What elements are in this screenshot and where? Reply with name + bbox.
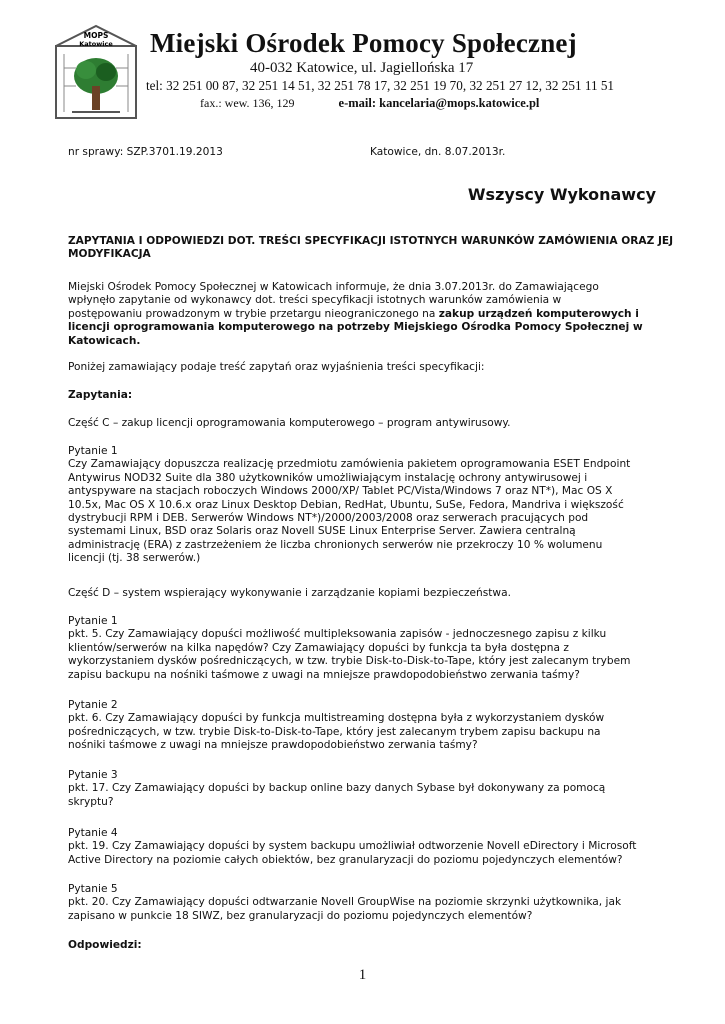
question-line: nośniki taśmowe z uwagi na mniejsze prawdopodobieństwo zerwania taśmy? xyxy=(68,739,478,752)
questions-heading: Zapytania: xyxy=(68,389,133,401)
question-line: pkt. 19. Czy Zamawiający dopuści by system backupu umożliwiał odtworzenie Novell eDirectory i Microsoft xyxy=(68,840,637,853)
part-d-question-1 xyxy=(68,615,656,682)
part-d-question-2 xyxy=(68,699,656,753)
logo-text-katowice: Katowice xyxy=(79,40,113,48)
subject-heading xyxy=(68,235,674,262)
question-line: wykorzystaniem dysków pośredniczących, w tzw. trybie Disk-to-Disk-to-Tape, który jest zalecanym trybem xyxy=(68,655,631,668)
fax-text: fax.: wew. 136, 129 xyxy=(200,96,295,110)
question-line: administrację (ERA) z zastrzeżeniem że liczba chronionych serwerów nie przekroczy 10 % wolumenu xyxy=(68,538,603,551)
question-line: Antywirus NOD32 Suite dla 380 użytkowników umożliwiającym instalację ochrony antywirusowej i xyxy=(68,471,588,484)
part-c-question-1 xyxy=(68,445,656,566)
part-d-question-4 xyxy=(68,827,656,867)
email-text: e-mail: kancelaria@mops.katowice.pl xyxy=(338,96,540,110)
intro-line-bold: zakup urządzeń komputerowych i xyxy=(438,307,639,320)
intro-line xyxy=(68,308,656,321)
question-line: pośredniczących, w tzw. trybie Disk-to-Disk-to-Tape, który jest zalecanym trybem zapisu backupu na xyxy=(68,725,601,738)
question-line: licencji (tj. 38 serwerów.) xyxy=(68,552,201,565)
question-title: Pytanie 2 xyxy=(68,699,118,711)
subject-line: ZAPYTANIA I ODPOWIEDZI DOT. TREŚCI SPECYFIKACJI ISTOTNYCH WARUNKÓW ZAMÓWIENIA ORAZ JEJ xyxy=(68,235,674,247)
answers-heading: Odpowiedzi: xyxy=(68,939,142,951)
intro-line: Katowicach. xyxy=(68,334,141,347)
question-title: Pytanie 4 xyxy=(68,827,118,839)
intro-paragraph xyxy=(68,281,656,348)
lead-paragraph: Poniżej zamawiający podaje treść zapytań oraz wyjaśnienia treści specyfikacji: xyxy=(68,361,485,373)
question-line: pkt. 6. Czy Zamawiający dopuści by funkcja multistreaming dostępna była z wykorzystaniem dysków xyxy=(68,712,605,725)
question-line: pkt. 5. Czy Zamawiający dopuści możliwość multipleksowania zapisów - jednoczesnego zapisu z kilku xyxy=(68,628,607,641)
question-title: Pytanie 1 xyxy=(68,615,118,627)
intro-line: Miejski Ośrodek Pomocy Społecznej w Katowicach informuje, że dnia 3.07.2013r. do Zamawiającego xyxy=(68,281,599,293)
part-c-heading: Część C – zakup licencji oprogramowania komputerowego – program antywirusowy. xyxy=(68,417,511,429)
part-d-question-3 xyxy=(68,769,656,809)
logo-text-mops: MOPS xyxy=(83,31,109,40)
question-line: systemami Linux, BSD oraz Solaris oraz Novell SUSE Linux Enterprise Server. Zawiera centralną xyxy=(68,525,576,538)
question-line: zapisano w punkcie 18 SIWZ, bez granularyzacji do poziomu pojedynczych elementów? xyxy=(68,909,533,922)
subject-line: MODYFIKACJA xyxy=(68,248,151,261)
question-line: Active Directory na poziomie całych obiektów, bez granularyzacji do poziomu pojedynczych elementów? xyxy=(68,853,623,866)
question-line: zapisu backupu na nośniki taśmowe z uwagi na mniejsze prawdopodobieństwo zerwania taśmy? xyxy=(68,668,580,681)
question-line: dystrybucji RPM i DEB. Serwerów Windows NT*)/2000/2003/2008 oraz serwerach pracujących pod xyxy=(68,512,589,525)
question-line: pkt. 20. Czy Zamawiający dopuści odtwarzanie Novell GroupWise na poziomie skrzynki użytkownika, jak xyxy=(68,896,622,909)
case-number: nr sprawy: SZP.3701.19.2013 xyxy=(68,146,223,158)
part-d-heading: Część D – system wspierający wykonywanie i zarządzanie kopiami bezpieczeństwa. xyxy=(68,587,511,599)
intro-line: licencji oprogramowania komputerowego na potrzeby Miejskiego Ośrodka Pomocy Społecznej w xyxy=(68,321,643,334)
intro-line: wpłynęło zapytanie od wykonawcy dot. treści specyfikacji istotnych warunków zamówienia w xyxy=(68,294,562,307)
question-line: klientów/serwerów na kilka napędów? Czy Zamawiający dopuści by funkcja ta była dostępna z xyxy=(68,641,569,654)
institution-fax-email xyxy=(200,96,539,111)
question-title: Pytanie 1 xyxy=(68,445,118,457)
page-number: 1 xyxy=(358,967,367,983)
place-date: Katowice, dn. 8.07.2013r. xyxy=(370,146,506,158)
question-line: pkt. 17. Czy Zamawiający dopuści by backup online bazy danych Sybase był dokonywany za pomocą xyxy=(68,782,606,795)
question-line: 10.5x, Mac OS X 10.6.x oraz Linux Desktop Debian, RedHat, Ubuntu, SuSe, Fedora, Mandriva i większość xyxy=(68,498,624,511)
institution-address: 40-032 Katowice, ul. Jagiellońska 17 xyxy=(250,60,474,76)
institution-title: Miejski Ośrodek Pomocy Społecznej xyxy=(150,28,577,58)
question-title: Pytanie 5 xyxy=(68,883,118,895)
intro-line-plain: postępowaniu prowadzonym w trybie przetargu nieograniczonego na xyxy=(68,307,439,320)
part-d-question-5 xyxy=(68,883,656,923)
question-line: Czy Zamawiający dopuszcza realizację przedmiotu zamówienia pakietem oprogramowania ESET Endpoint xyxy=(68,458,631,471)
question-line: skryptu? xyxy=(68,795,114,808)
question-line: antyspyware na stacjach roboczych Windows 2000/XP/ Tablet PC/Vista/Windows 7 oraz NT*), Mac OS X xyxy=(68,485,613,498)
recipients-heading: Wszyscy Wykonawcy xyxy=(467,185,656,204)
question-title: Pytanie 3 xyxy=(68,769,118,781)
mops-logo xyxy=(52,24,140,120)
institution-phones: tel: 32 251 00 87, 32 251 14 51, 32 251 78 17, 32 251 19 70, 32 251 27 12, 32 251 11 51 xyxy=(146,78,615,93)
